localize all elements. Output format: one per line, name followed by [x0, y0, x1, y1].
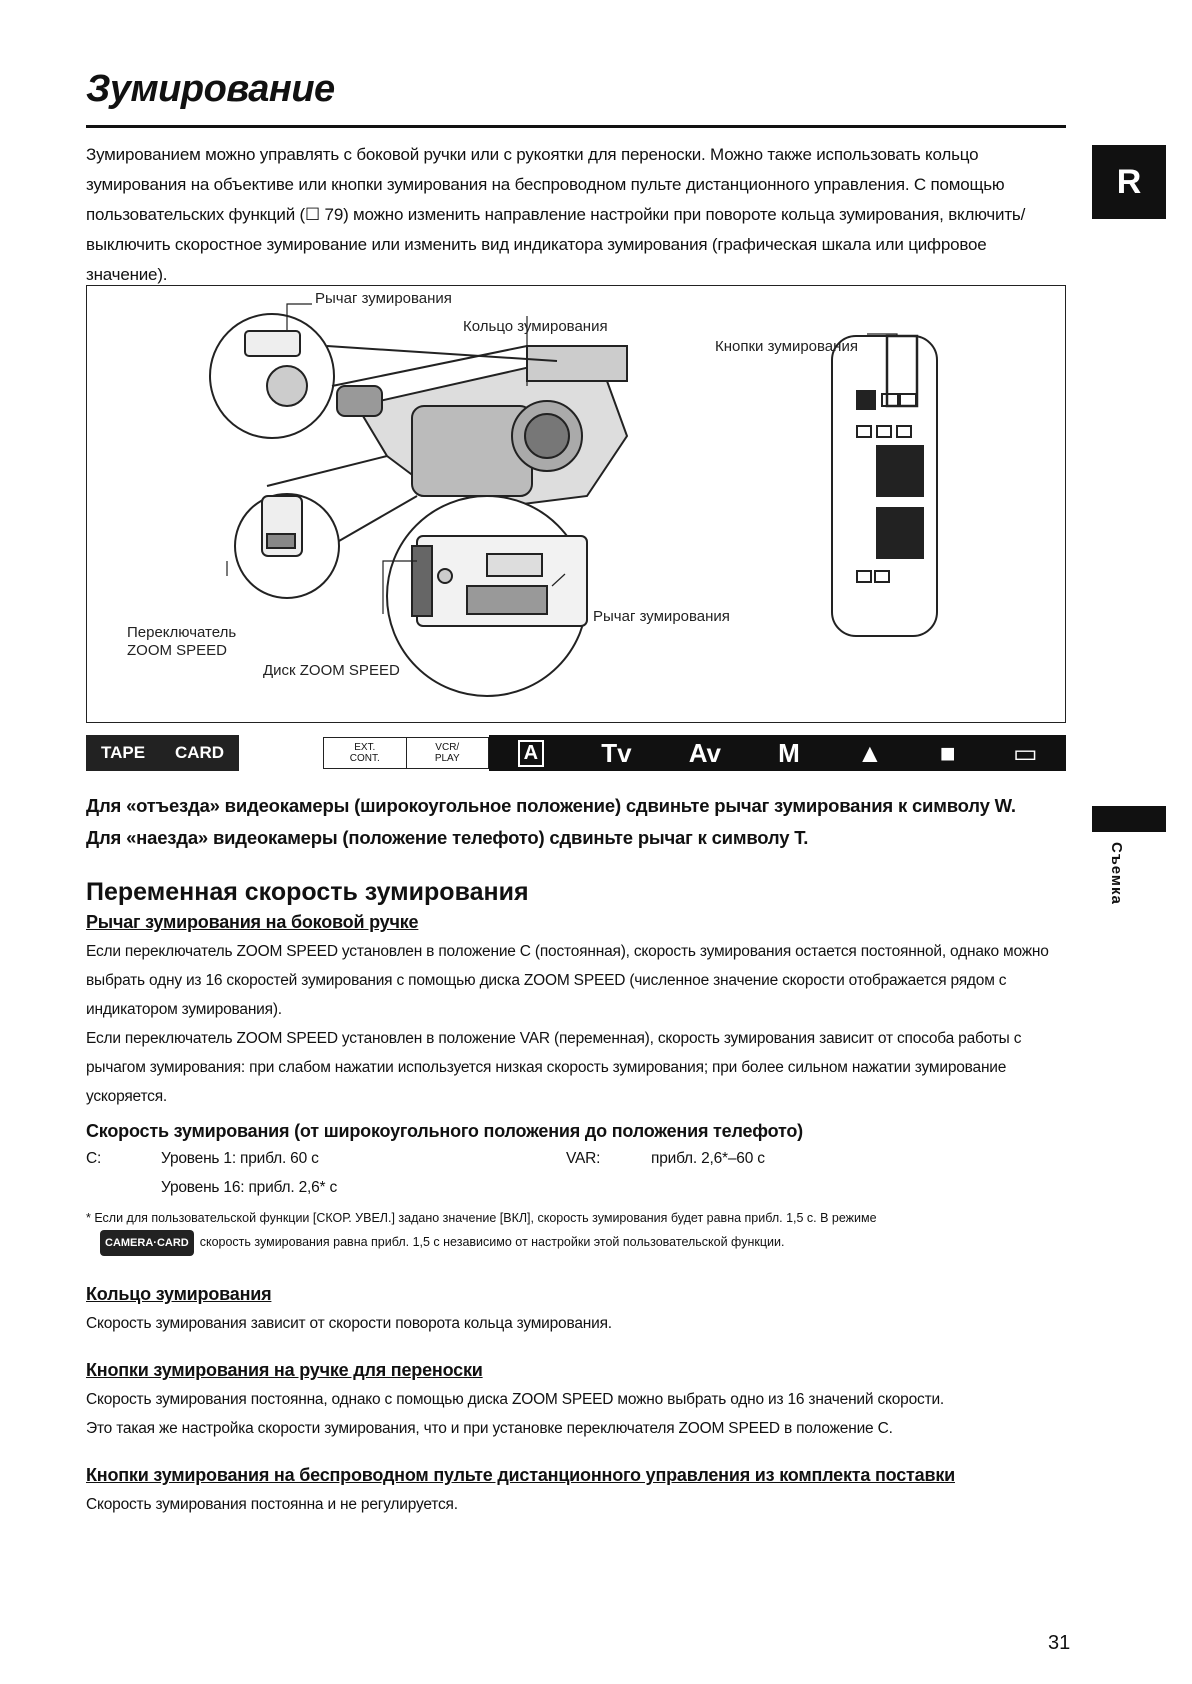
footnote-line2: скорость зумирования равна прибл. 1,5 с независимо от настройки этой пользовательской функции.: [199, 1235, 785, 1249]
mode-auto-icon: ▲: [857, 737, 883, 768]
remote-paragraph: Скорость зумирования постоянна и не регулируется.: [86, 1496, 458, 1513]
lead-text: [86, 790, 1076, 854]
remote-heading: Кнопки зумирования на беспроводном пульте дистанционного управления из комплекта поставки: [86, 1465, 955, 1485]
label-dial: Диск ZOOM SPEED: [263, 662, 400, 679]
page-title: Зумирование: [86, 68, 335, 110]
c-level16: Уровень 16: прибл. 2,6* с: [161, 1179, 338, 1196]
footnote-line2-wrap: [86, 1230, 1071, 1256]
mode-scene-icon: ■: [939, 737, 956, 768]
c-level1: Уровень 1: прибл. 60 с: [161, 1150, 319, 1167]
zoom-figure: [86, 285, 1066, 723]
var-label: VAR:: [566, 1150, 601, 1167]
footnote-line1: * Если для пользовательской функции [СКОР. УВЕЛ.] задано значение [ВКЛ], скорость зумирования будет равна прибл. 1,5 с. В режиме: [86, 1211, 877, 1225]
vcr-label: VCR/ PLAY: [434, 742, 460, 764]
variable-speed-heading: Переменная скорость зумирования: [86, 878, 529, 906]
camera-illustration: [87, 286, 1064, 721]
ring-heading: Кольцо зумирования: [86, 1284, 272, 1304]
mode-m-icon: M: [778, 737, 800, 768]
mode-tv-icon: Tv: [601, 737, 632, 768]
mode-av-icon: Av: [688, 737, 721, 768]
mode-bar: [86, 735, 1066, 773]
label-zoom-lever-bottom: Рычаг зумирования: [593, 608, 730, 625]
side-label: Съемка: [1108, 842, 1125, 905]
handle-p1: Скорость зумирования постоянна, однако с помощью диска ZOOM SPEED можно выбрать одно из 16 значений скорости.: [86, 1391, 945, 1408]
tape-label: TAPE: [100, 743, 146, 762]
variable-section: [86, 912, 1071, 1519]
label-zoom-ring: Кольцо зумирования: [463, 318, 608, 335]
side-grip-p1: Если переключатель ZOOM SPEED установлен в положение C (постоянная), скорость зумирования остается постоянной, однако можно выбрать одну из 16 скоростей зумирования с помощью диска ZOOM SPEED (численное значение скорости отображается рядом с индикатором зумирования).: [86, 943, 1049, 1018]
c-label: C:: [86, 1150, 102, 1167]
side-bar: [1092, 806, 1166, 832]
title-rule: [86, 125, 1066, 128]
label-zoom-buttons: Кнопки зумирования: [715, 338, 858, 355]
speed-table: [86, 1144, 1071, 1202]
var-value: прибл. 2,6*–60 с: [651, 1150, 765, 1167]
ring-paragraph: Скорость зумирования зависит от скорости поворота кольца зумирования.: [86, 1315, 612, 1332]
lead-line2: Для «наезда» видеокамеры (положение телефото) сдвиньте рычаг к символу T.: [86, 827, 809, 848]
speed-heading: Скорость зумирования (от широкоугольного положения до положения телефото): [86, 1121, 803, 1141]
ext-label: EXT. CONT.: [324, 738, 407, 768]
intro-paragraph: Зумированием можно управлять с боковой ручки или с рукоятки для переноски. Можно также использовать кольцо зумирования на объективе или кнопки зумирования на беспроводном пульте дистанционного управления. С помощью пользовательских функций (☐ 79) можно изменить направление настройки при повороте кольца зумирования, включить/выключить скоростное зумирование или изменить вид индикатора зумирования (графическая шкала или цифровое значение).: [86, 145, 1026, 284]
mode-a-icon: A: [518, 740, 544, 767]
mode-card-icon: ▭: [1012, 737, 1038, 768]
side-grip-heading: Рычаг зумирования на боковой ручке: [86, 912, 419, 932]
camera-card-badge: CAMERA·CARD: [100, 1230, 194, 1256]
lead-line1: Для «отъезда» видеокамеры (широкоугольное положение) сдвиньте рычаг зумирования к символу W.: [86, 795, 1016, 816]
side-grip-p2: Если переключатель ZOOM SPEED установлен в положение VAR (переменная), скорость зумирования зависит от способа работы с рычагом зумирования: при слабом нажатии используется низкая скорость зумирования; при более сильном нажатии зумирование ускоряется.: [86, 1030, 1022, 1105]
mode-icons: [489, 735, 1066, 771]
tape-card-badge: [86, 735, 239, 771]
label-switch-line2: ZOOM SPEED: [127, 642, 228, 659]
page-number: 31: [1048, 1632, 1071, 1654]
footnote: [86, 1206, 1071, 1256]
label-zoom-lever-top: Рычаг зумирования: [315, 290, 452, 307]
label-switch-line1: Переключатель: [127, 624, 237, 641]
section-tab-r: R: [1092, 145, 1166, 219]
ext-vcr-badge: [323, 737, 489, 769]
handle-heading: Кнопки зумирования на ручке для переноски: [86, 1360, 483, 1380]
handle-p2: Это такая же настройка скорости зумирования, что и при установке переключателя ZOOM SPEED в положение C.: [86, 1420, 893, 1437]
card-label: CARD: [174, 743, 225, 762]
